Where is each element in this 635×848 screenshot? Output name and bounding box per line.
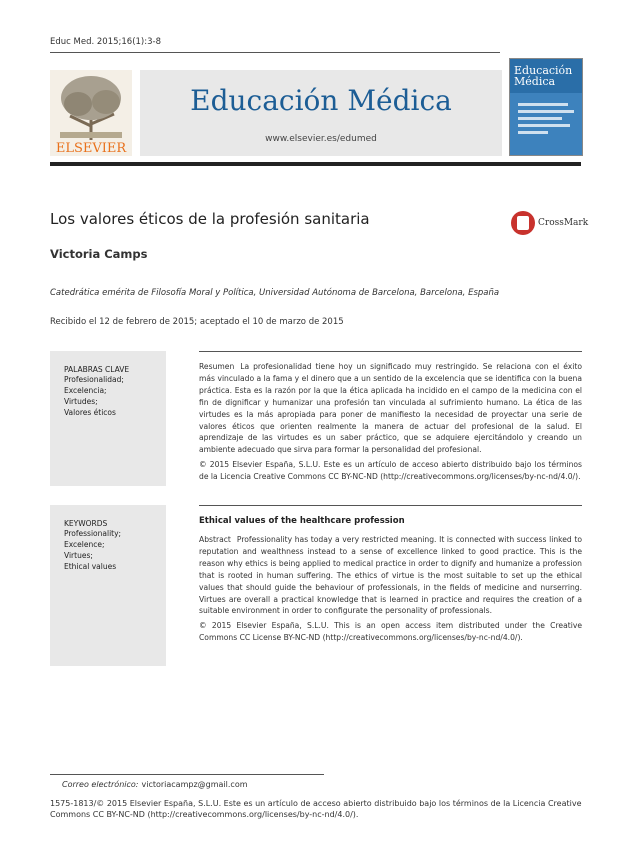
- elsevier-logo: [50, 70, 132, 156]
- crossmark-label: CrossMark: [538, 218, 589, 228]
- keywords-en-heading: KEYWORDS: [64, 519, 108, 528]
- journal-banner: [140, 70, 502, 156]
- abstract-en-label: Abstract: [199, 535, 231, 544]
- abstract-en-copyright: © 2015 Elsevier España, S.L.U. This is an open access item distributed under the Creative Commons CC License BY-NC-ND (http://creativecommons.org/licenses/by-nc-nd/4.0/).: [199, 621, 582, 643]
- keywords-es-box: [50, 351, 166, 486]
- header-divider: [50, 52, 500, 53]
- journal-cover-image: [509, 58, 583, 156]
- keyword-item: Professionality;: [64, 529, 122, 538]
- abstract-es-text: La profesionalidad tiene hoy un significado muy restringido. Se relaciona con el éxito más vinculado a la fama y el dinero que a un sentido de la excelencia que se identifica con la buena práctica. Esta es la razón por la que la ética aplicada ha incidido en el campo de la medicina con el fin de dignificar y humanizar una profesión tan vinculada al sufrimiento humano. La ética de las virtudes es la más apropiada para poner de manifiesto la necesidad de proyectar una serie de valores éticos que orienten realmente la manera de actuar del profesional de la salud. El aprendizaje de las virtudes es un saber práctico, que se adquiere ejercitándolo y creando un ambiente adecuado que sirva para formar la personalidad del profesional.: [199, 362, 582, 455]
- received-dates: Recibido el 12 de febrero de 2015; aceptado el 10 de marzo de 2015: [50, 317, 344, 327]
- email-label: Correo electrónico:: [62, 780, 139, 789]
- article-title: Los valores éticos de la profesión sanitaria: [50, 210, 370, 228]
- abstract-es-rule: [199, 351, 582, 352]
- abstract-en-body: [199, 534, 582, 617]
- keywords-es-heading: PALABRAS CLAVE: [64, 365, 130, 374]
- cover-title: Educación Médica: [514, 64, 573, 88]
- abstract-es-label: Resumen: [199, 362, 235, 371]
- journal-url[interactable]: www.elsevier.es/edumed: [265, 134, 377, 144]
- keyword-item: Virtues;: [64, 551, 93, 560]
- header-thick-rule: [50, 162, 581, 166]
- abstract-en-title: Ethical values of the healthcare profession: [199, 516, 405, 526]
- keywords-en-box: [50, 505, 166, 666]
- abstract-es-copyright: © 2015 Elsevier España, S.L.U. Este es un artículo de acceso abierto distribuido bajo los términos de la Licencia Creative Commons CC BY-NC-ND (http://creativecommons.org/licenses/by-nc-nd/4.0/).: [199, 460, 582, 482]
- crossmark-icon: [511, 211, 535, 235]
- email-address[interactable]: victoriacampz@gmail.com: [141, 780, 248, 789]
- abstract-en-rule: [199, 505, 582, 506]
- journal-citation: Educ Med. 2015;16(1):3-8: [50, 37, 161, 47]
- abstract-en-text: Professionality has today a very restricted meaning. It is connected with success linked to reputation and wealthness instead to a sense of excellence linked to good practice. This is the reason why ethics is being applied to medical practice in order to dignify and humanize a profession that is rooted in human suffering. The ethics of virtue is the most suitable to set up the ethical values that should guide the behaviour of professionals, in the fields of medicine and nurserring. Virtues are overall a practical knowledge that is learned in practice and requires the creation of a suitable environment in order to configurate the personality of professionals.: [199, 535, 582, 616]
- keyword-item: Valores éticos: [64, 408, 116, 417]
- elsevier-wordmark: ELSEVIER: [55, 141, 127, 156]
- keyword-item: Excelence;: [64, 540, 105, 549]
- crossmark-badge[interactable]: [511, 211, 588, 235]
- keyword-item: Profesionalidad;: [64, 375, 124, 384]
- author-email: [62, 780, 248, 789]
- keyword-item: Ethical values: [64, 562, 117, 571]
- abstract-es-body: [199, 361, 582, 456]
- abstract-en: [199, 505, 582, 644]
- author-affiliation: Catedrática emérita de Filosofía Moral y Política, Universidad Autónoma de Barcelona, Barcelona, España: [50, 288, 500, 298]
- footnote-divider: [50, 774, 324, 775]
- abstract-es: [199, 351, 582, 483]
- keyword-item: Excelencia;: [64, 386, 107, 395]
- keyword-item: Virtudes;: [64, 397, 98, 406]
- license-note: 1575-1813/© 2015 Elsevier España, S.L.U. Este es un artículo de acceso abierto distribuido bajo los términos de la Licencia Creative Commons CC BY-NC-ND (http://creativecommons.org/licenses/by-nc-nd/4.0/).: [50, 799, 582, 819]
- journal-title: Educación Médica: [190, 84, 452, 117]
- cover-text-lines: [518, 103, 574, 143]
- author-name: Victoria Camps: [50, 247, 148, 261]
